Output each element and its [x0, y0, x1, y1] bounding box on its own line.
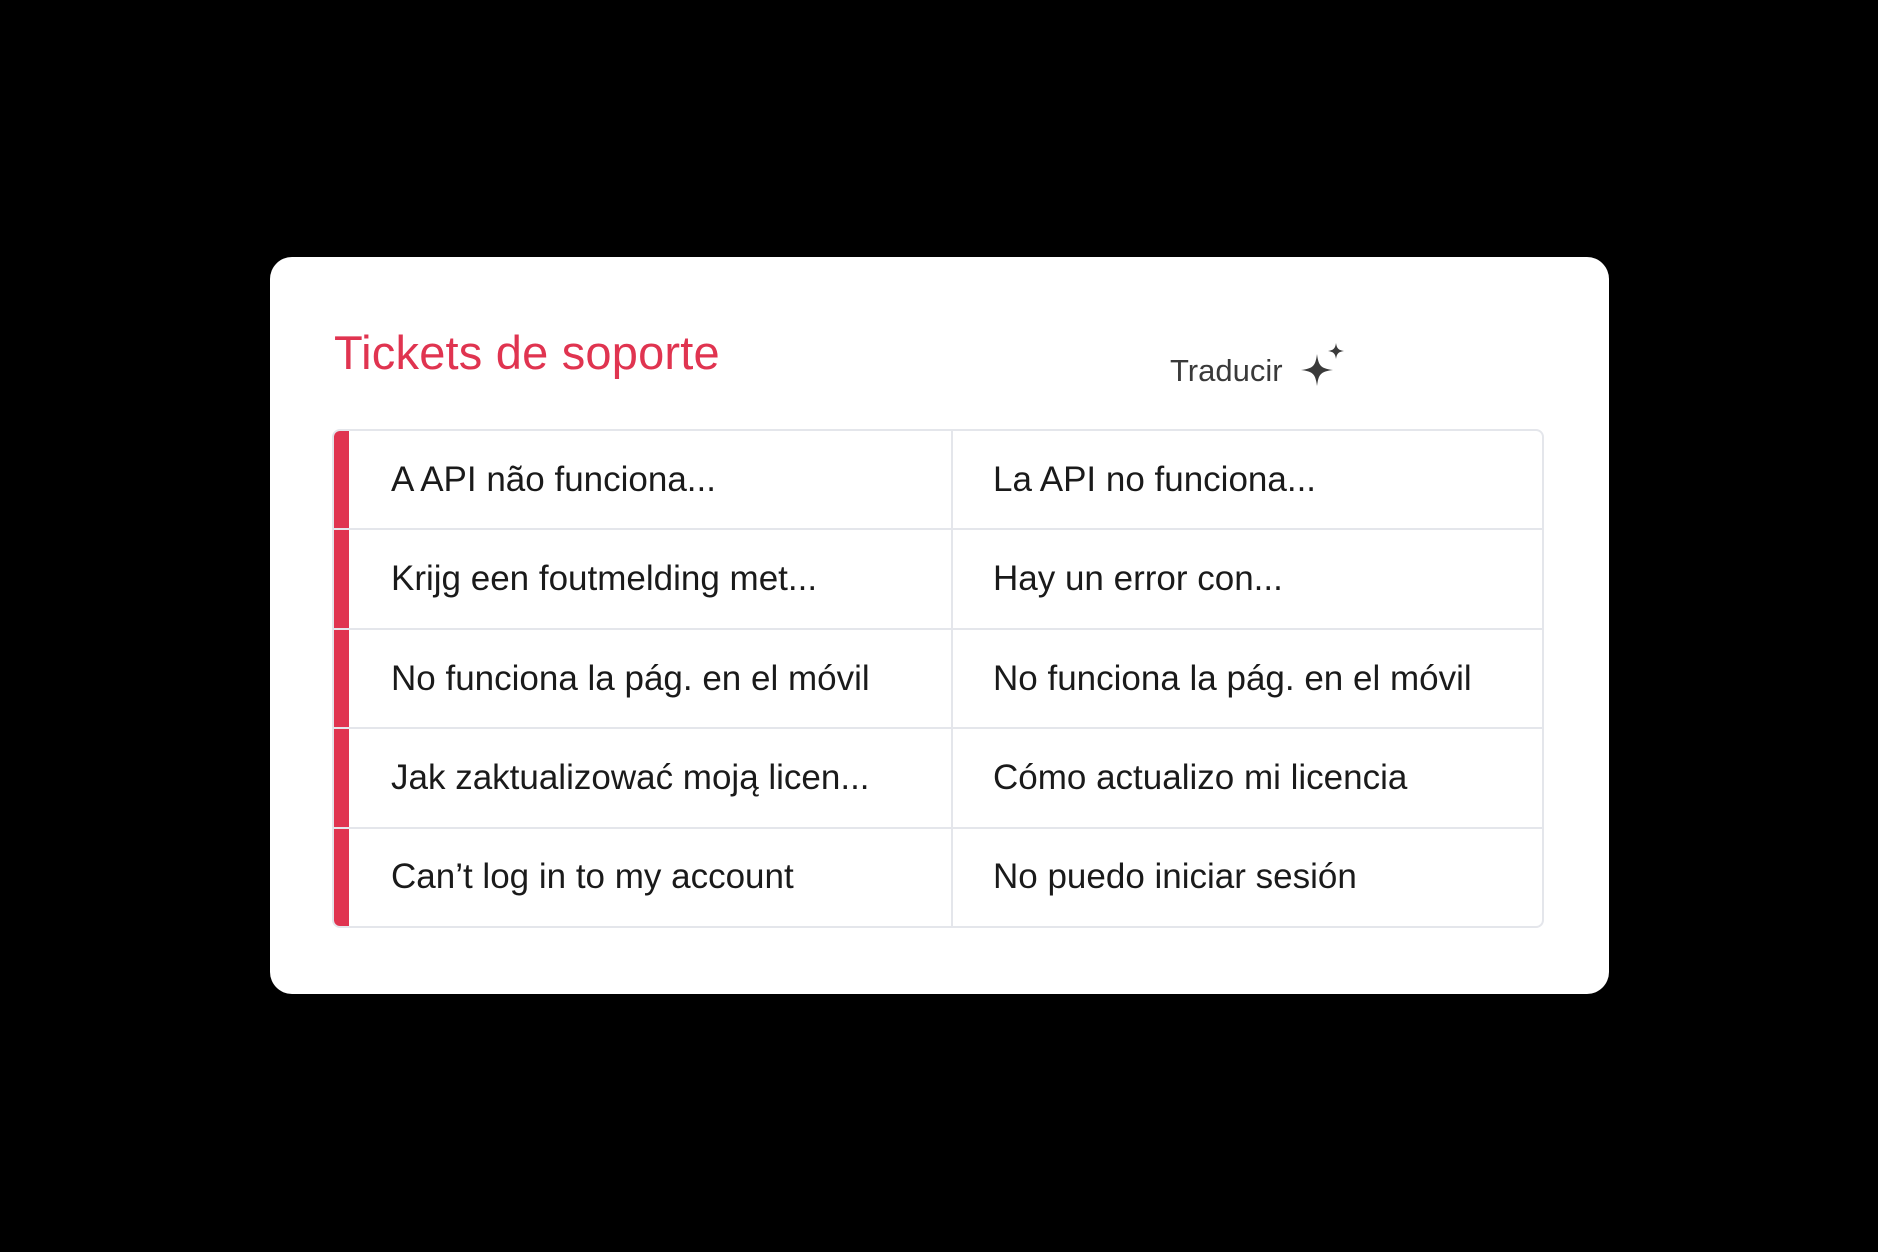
table-row[interactable] [334, 727, 1542, 826]
original-text-cell: A API não funciona... [349, 431, 953, 528]
support-tickets-card [270, 257, 1609, 994]
original-text-cell: Can’t log in to my account [349, 829, 953, 926]
row-accent-bar [334, 431, 349, 528]
sparkle-icon [1295, 342, 1351, 398]
table-row[interactable] [334, 528, 1542, 627]
translated-text-cell: Cómo actualizo mi licencia [993, 757, 1408, 797]
translated-text-cell: No funciona la pág. en el móvil [993, 658, 1472, 698]
original-text-cell: Jak zaktualizować moją licen... [349, 729, 953, 826]
translate-button[interactable] [1170, 339, 1351, 401]
translated-text-cell: Hay un error con... [993, 559, 1283, 599]
translated-text-cell: No puedo iniciar sesión [993, 857, 1357, 897]
tickets-table [332, 429, 1544, 928]
translated-text-cell: La API no funciona... [993, 459, 1317, 499]
row-accent-bar [334, 530, 349, 627]
row-accent-bar [334, 829, 349, 926]
table-row[interactable] [334, 431, 1542, 528]
row-accent-bar [334, 729, 349, 826]
original-text-cell: Krijg een foutmelding met... [349, 530, 953, 627]
row-accent-bar [334, 630, 349, 727]
table-row[interactable] [334, 628, 1542, 727]
original-text-cell: No funciona la pág. en el móvil [349, 630, 953, 727]
table-row[interactable] [334, 827, 1542, 926]
card-title: Tickets de soporte [334, 326, 720, 379]
translate-label: Traducir [1170, 352, 1283, 388]
